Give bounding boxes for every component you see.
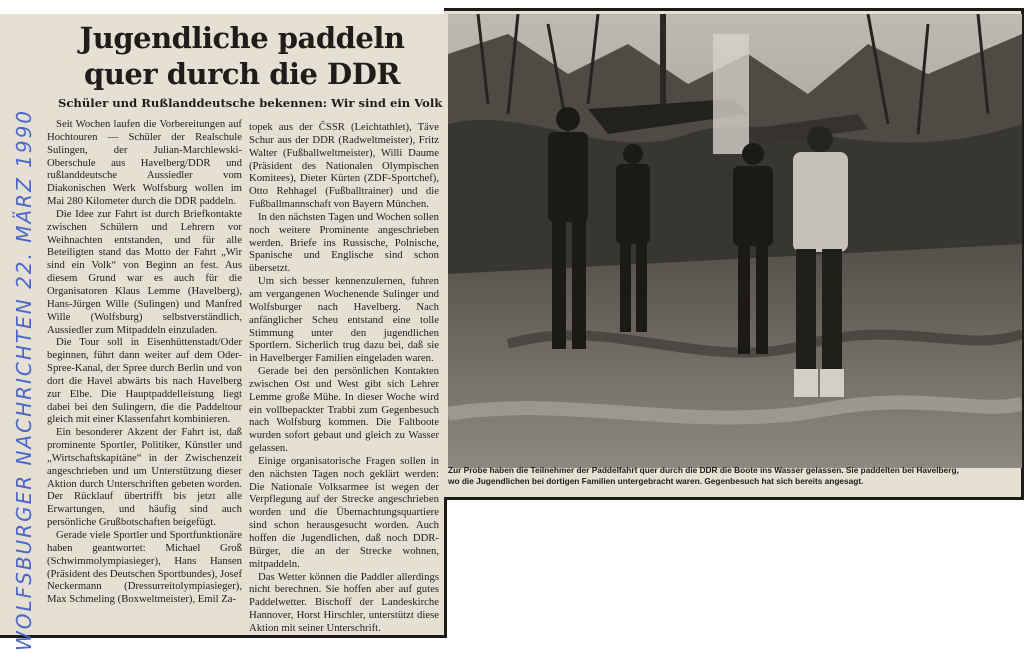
paragraph: Das Wetter können die Paddler allerdings nicht berechnen. Sie hoffen aber auf gutes Paddelwetter. Bischoff der Landeskirche Hannover, Horst Hirschler, unterstützt diese Aktion mit seiner Unterschrift.	[249, 570, 439, 634]
article-column-2	[249, 121, 439, 635]
paragraph: Einige organisatorische Fragen sollen in den nächsten Tagen noch geklärt werden: Die Nationale Volksarmee ist wegen der Verpflegung auf der Strecke angeschrieben worden und die Übernachtungsquartiere sind schon herausgesucht worden. Auch hoffen die Jugendlichen, daß noch DDR-Bürger, die an der Strecke wohnen, mitpaddeln.	[249, 454, 439, 570]
handwritten-date-text: WOLFSBURGER NACHRICHTEN 22. MÄRZ 1990	[12, 108, 36, 652]
caption-line-2: wo die Jugendlichen bei dortigen Familien untergebracht waren. Gegenbesuch hat sich bereits angesagt.	[448, 476, 864, 486]
headline-line-2: quer durch die DDR	[84, 57, 400, 91]
paragraph: Um sich besser kennenzulernen, fuhren am vergangenen Wochenende Sulinger und Wolfsburger nach Havelberg. Nach anfänglicher Scheu entstand eine tolle Stimmung unter den jugendlichen Sportlern. Sicherlich trug dazu bei, daß sie in Havelberger Familien eingeladen waren.	[249, 275, 439, 365]
caption-line-1: Zur Probe haben die Teilnehmer der Paddelfahrt quer durch die DDR die Boote ins Wasser gelassen. Sie paddelten bei Havelberg,	[448, 465, 959, 475]
paragraph: topek aus der ČSSR (Leichtathlet), Täve Schur aus der DDR (Radweltmeister), Fritz Walter (Fußballweltmeister), Willi Daume (Präsident des Nationalen Olympischen Komitees), Dieter Kürten (ZDF-Sportchef), Otto Rehhagel (Fußballtrainer) und die Fußballmannschaft von Bayern München.	[249, 121, 439, 211]
paragraph: Ein besonderer Akzent der Fahrt ist, daß prominente Sportler, Politiker, Künstler und „Wirtschaftskapitäne“ in der Zwischenzeit angeschrieben und um Unterstützung dieser Aktion durch Unterschriften gebeten worden. Der Rücklauf übertrifft bis jetzt alle Erwartungen, und häufig sind auch persönliche Grußbotschaften beigefügt.	[47, 426, 242, 529]
paragraph: Seit Wochen laufen die Vorbereitungen auf Hochtouren — Schüler der Realschule Sulingen, der Julian-Marchlewski-Oberschule aus Havelberg/DDR und rußlanddeutsche Aussiedler vom Diakonischen Werk Wolfsburg wollen im Mai 280 Kilometer durch die DDR paddeln.	[47, 118, 242, 208]
headline-line-1: Jugendliche paddeln	[79, 21, 405, 55]
paragraph: Gerade viele Sportler und Sportfunktionäre haben geantwortet: Michael Groß (Schwimmolympiasieger), Hans Hansen (Präsident des Deutschen Sportbundes), Josef Neckermann (Dressurreitolympiasieger), Max Schmeling (Boxweltmeister), Emil Za-	[47, 529, 243, 606]
news-photo-canoe-carriers	[448, 14, 1022, 468]
handwritten-date-note	[4, 108, 44, 652]
paragraph: Die Idee zur Fahrt ist durch Briefkontakte zwischen Schülern und Lehrern vor Weihnachten entstanden, und für alle Beteiligten stand das Motto der Fahrt „Wir sind ein Volk“ von Beginn an fest. Aus diesem Grund war es auch für die Organisatoren Klaus Lemme (Havelberg), Hans-Jürgen Wille (Sulingen) und Manfred Wille (Wolfsburg) selbstverständlich, Aussiedler zum Mitpaddeln einzuladen.	[47, 207, 242, 336]
article-column-1	[47, 118, 242, 606]
headline	[50, 20, 434, 92]
paragraph: Gerade bei den persönlichen Kontakten zwischen Ost und West gibt sich Lehrer Lemme große Mühe. In dieser Woche wird ein vollbepackter Trabbi zum Gegenbesuch nach Wolfsburg kommen. Die Faltboote wurden sofort gebaut und gleich zu Wasser gelassen.	[249, 365, 439, 455]
paragraph: Die Tour soll in Eisenhüttenstadt/Oder beginnen, führt dann weiter auf dem Oder-Spree-Kanal, der Spree durch Berlin und von dort die Havel abwärts bis nach Havelberg zur Elbe. Die Hauptpaddelleistung liegt dabei bei den Sulingern, die die Paddeltour gleich mit einer Klassenfahrt kombinieren.	[47, 336, 242, 426]
paragraph: In den nächsten Tagen und Wochen sollen noch weitere Prominente angeschrieben werden. Briefe ins Russische, Polnische, Spanische und Englische sind schon übersetzt.	[249, 210, 439, 275]
subheadline: Schüler und Rußlanddeutsche bekennen: Wir sind ein Volk	[58, 96, 443, 110]
photo-caption	[448, 465, 1024, 487]
